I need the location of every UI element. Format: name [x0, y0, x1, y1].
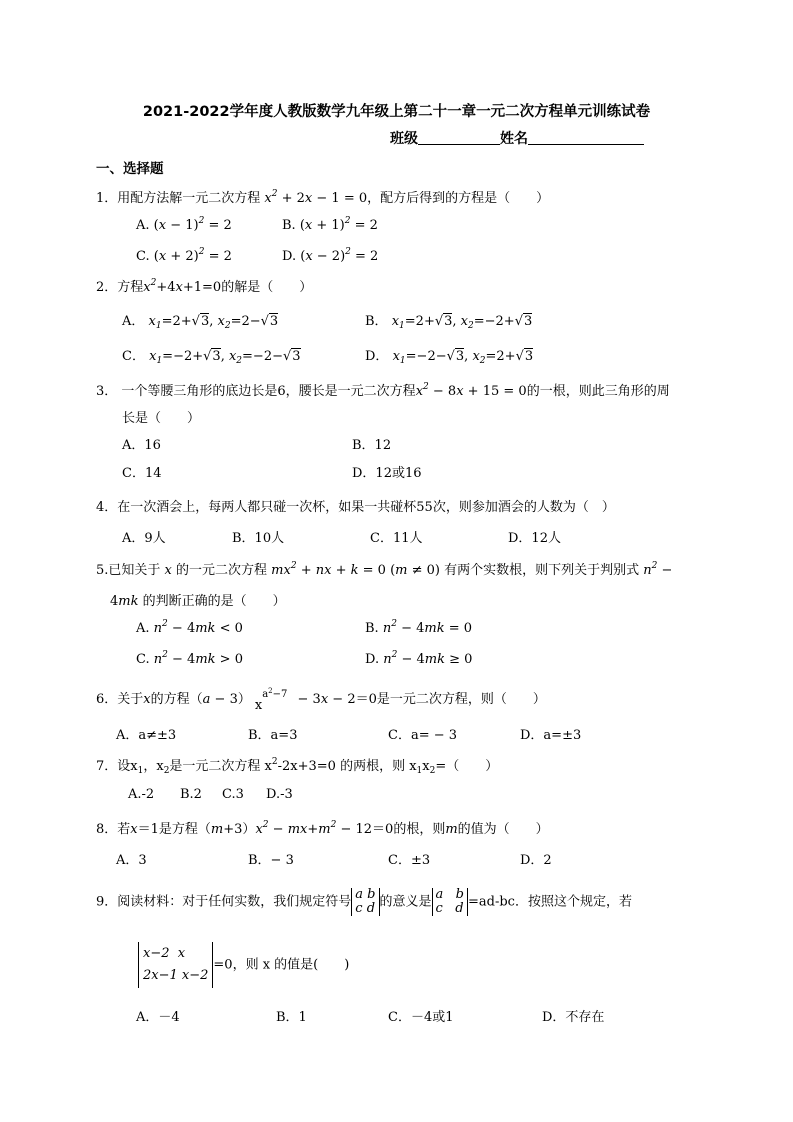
page-title: 2021-2022学年度人教版数学九年级上第二十一章一元二次方程单元训练试卷 [142, 104, 651, 120]
question-3 [96, 380, 670, 399]
q2-stem-end: 的解是（ ） [221, 280, 313, 295]
q3-stem: 3． 一个等腰三角形的底边长是6，腰长是一元二次方程 [96, 384, 416, 399]
q6-option-a[interactable]: A．a≠±3 [116, 728, 177, 743]
question-9: 9．阅读材料：对于任何实数，我们规定符号 a b c d 的意义是 a b c d =ad-bc．按照这个规定，若 [96, 887, 632, 916]
question-8: 8．若x＝1是方程$(m+3)x^2 - mx+m^2 - 12=0$的根，则m的值为（ ） [96, 820, 549, 837]
q2-option-c[interactable]: C． $x_1=-2+√3$, $x_2=-2-√3$ [122, 349, 301, 366]
class-name-line [390, 128, 644, 148]
q7-option-c[interactable]: C.3 [222, 787, 244, 802]
q5-option-a[interactable]: A. $n^2 - 4mk < 0$ [136, 619, 243, 636]
q5-option-d[interactable]: D. $n^2 - 4mk \ge 0$ [365, 650, 473, 667]
question-5: 5.已知关于 x 的一元二次方程 $mx^2$ + nx + k = 0 (m ≠ 0) 有两个实数根，则下列关于判别式 $n^2$ − [96, 561, 673, 578]
q8-option-b[interactable]: B．− 3 [248, 853, 294, 868]
q1-option-c[interactable]: C. $(x + 2)^2 = 2$ [136, 247, 232, 264]
question-2 [96, 276, 312, 295]
q1-stem: 1．用配方法解一元二次方程 [96, 191, 265, 206]
name-blank [528, 130, 644, 145]
q6-option-d[interactable]: D．a=±3 [520, 728, 582, 743]
q7-option-a[interactable]: A.-2 [128, 787, 155, 802]
q8-option-a[interactable]: A．3 [116, 853, 147, 868]
question-1 [96, 187, 549, 206]
question-5-cont: 4mk 的判断正确的是（ ） [110, 594, 286, 609]
q2-option-a[interactable]: A． $x_1=2+√3$, $x_2=2-√3$ [122, 314, 279, 331]
q3-option-c[interactable]: C．14 [122, 466, 162, 481]
question-6: 6．关于x的方程（a − 3） $x^{a^2-7} - 3x - 2=0$是一元二次方程，则（ ） [96, 687, 546, 713]
q6-option-b[interactable]: B．a=3 [248, 728, 298, 743]
q4-option-b[interactable]: B．10人 [232, 531, 285, 546]
q3-stem-end: 长是（ ） [122, 411, 201, 426]
class-blank [418, 130, 500, 145]
q2-stem: 2．方程 [96, 280, 144, 295]
q1-option-b[interactable]: B. $(x + 1)^2 = 2$ [282, 216, 378, 233]
class-label: 班级 [390, 131, 418, 147]
q1-equation: $x^2 + 2x - 1 = 0$ [264, 189, 368, 206]
q8-option-d[interactable]: D．2 [520, 853, 552, 868]
q9-determinant: x−2 x 2x−1 x−2 [138, 942, 213, 988]
question-9-cont: x−2 x 2x−1 x−2 =0，则 x 的值是( ) [138, 942, 349, 988]
q9-symbol: a b c d [351, 888, 379, 916]
q3-stem-mid: 的一根，则此三角形的周 [526, 384, 670, 399]
q7-option-b[interactable]: B.2 [180, 787, 202, 802]
q3-option-b[interactable]: B．12 [352, 438, 392, 453]
q2-equation: $x^2+4x+1=0$ [143, 278, 222, 295]
section-heading: 一、选择题 [96, 161, 164, 177]
q9-definition: a b c d [432, 888, 468, 916]
q9-option-d[interactable]: D．不存在 [542, 1010, 605, 1025]
q3-option-a[interactable]: A．16 [122, 438, 161, 453]
q1-option-d[interactable]: D. $(x - 2)^2 = 2$ [282, 247, 379, 264]
question-4: 4．在一次酒会上，每两人都只碰一次杯，如果一共碰杯55次，则参加酒会的人数为（ ） [96, 500, 615, 515]
q6-option-c[interactable]: C．a= − 3 [388, 728, 458, 743]
q5-option-b[interactable]: B. $n^2 - 4mk = 0$ [365, 619, 473, 636]
q3-option-d[interactable]: D．12或16 [352, 466, 422, 481]
q1-option-a[interactable]: A. $(x - 1)^2 = 2$ [136, 216, 232, 233]
q9-option-c[interactable]: C．－4或1 [388, 1010, 454, 1025]
q8-option-c[interactable]: C．±3 [388, 853, 431, 868]
name-label: 姓名 [500, 131, 528, 147]
q4-option-c[interactable]: C．11人 [370, 531, 423, 546]
q7-option-d[interactable]: D.-3 [266, 787, 293, 802]
q3-equation: $x^2 - 8x + 15 = 0$ [415, 382, 527, 399]
q5-option-c[interactable]: C. $n^2 - 4mk > 0$ [136, 650, 243, 667]
q9-option-a[interactable]: A．－4 [136, 1010, 180, 1025]
q9-option-b[interactable]: B．1 [276, 1010, 307, 1025]
question-7: 7．设$x_1$，$x_2$是一元二次方程 $x^2-2x+3=0$ 的两根，则 $x_1x_2=$（ ） [96, 757, 499, 776]
q2-option-b[interactable]: B． $x_1=2+√3$, $x_2=-2+√3$ [365, 314, 533, 331]
q4-option-a[interactable]: A．9人 [122, 531, 166, 546]
q1-stem-end: ，配方后得到的方程是（ ） [367, 191, 550, 206]
q4-option-d[interactable]: D．12人 [508, 531, 561, 546]
q2-option-d[interactable]: D． $x_1=-2-√3$, $x_2=2+√3$ [365, 349, 534, 366]
